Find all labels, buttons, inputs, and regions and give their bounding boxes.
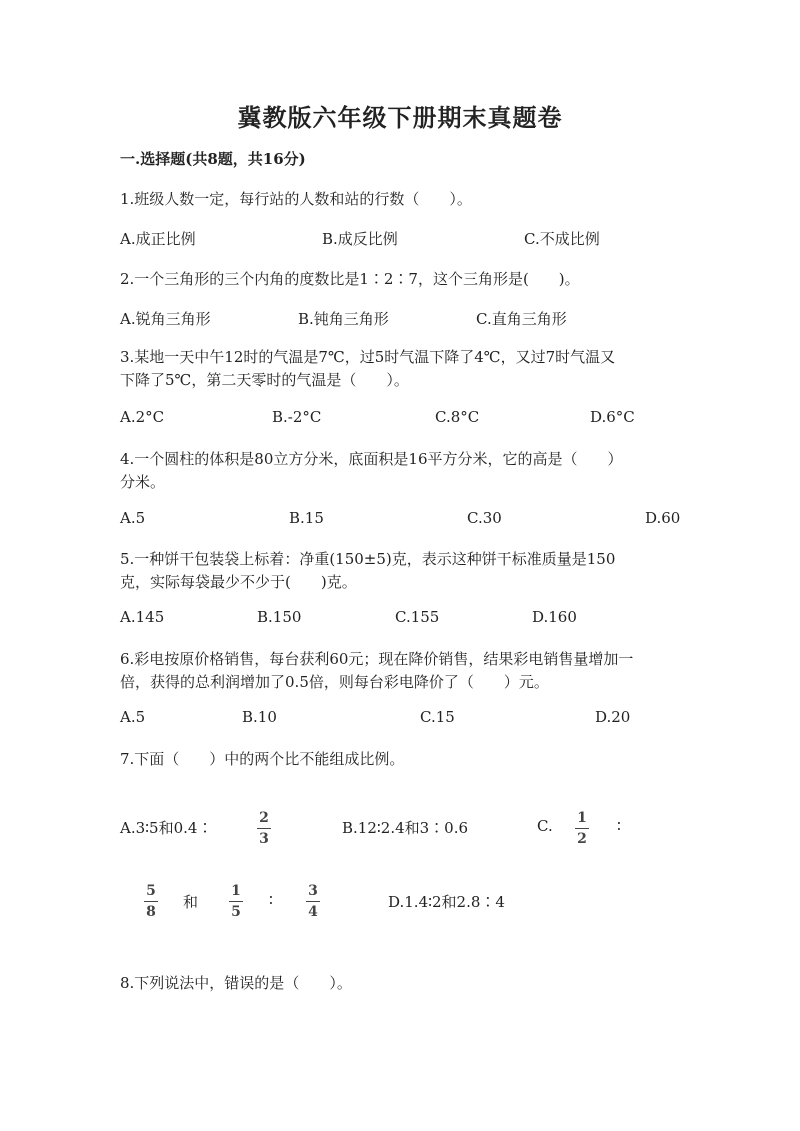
- option-a-text: A.3∶5和0.4∶: [120, 819, 213, 837]
- fraction-three-quarters: [304, 883, 322, 920]
- question-8-text: 8.下列说法中，错误的是（ ）。: [120, 974, 352, 992]
- numerator: 5: [146, 883, 156, 899]
- ratio-colon: ∶: [269, 891, 273, 909]
- question-6-text-line-1: 6.彩电按原价格销售，每台获利60元；现在降价销售，结果彩电销售量增加一: [120, 650, 634, 668]
- fraction-bar: [257, 828, 271, 829]
- option-d-text: D.1.4∶2和2.8∶4: [388, 893, 505, 911]
- denominator: 4: [308, 904, 318, 920]
- fraction-five-eighths: [142, 883, 160, 920]
- option-d: D.20: [595, 708, 631, 726]
- ratio-colon: ∶: [617, 817, 621, 835]
- question-4-text-line-2: 分米。: [120, 473, 166, 491]
- option-b: B.-2°C: [272, 408, 322, 426]
- option-b: B.10: [242, 708, 277, 726]
- option-c: C.直角三角形: [476, 310, 567, 328]
- option-d: D.6°C: [590, 408, 635, 426]
- question-5-text-line-1: 5.一种饼干包装袋上标着：净重(150±5)克，表示这种饼干标准质量是150: [120, 550, 616, 568]
- option-c-text: C.: [537, 817, 553, 835]
- denominator: 8: [146, 904, 156, 920]
- numerator: 1: [231, 883, 241, 899]
- numerator: 3: [308, 883, 318, 899]
- question-6-text-line-2: 倍，获得的总利润增加了0.5倍，则每台彩电降价了（ ）元。: [120, 673, 549, 691]
- option-d: D.60: [645, 509, 681, 527]
- question-4-text-line-1: 4.一个圆柱的体积是80立方分米，底面积是16平方分米，它的高是（ ）: [120, 450, 623, 468]
- fraction-one-fifth: [227, 883, 245, 920]
- option-a: A.5: [120, 708, 146, 726]
- option-c: C.30: [467, 509, 502, 527]
- denominator: 3: [259, 831, 269, 847]
- option-a: A.2°C: [120, 408, 165, 426]
- fraction-bar: [144, 901, 158, 902]
- option-c: C.15: [420, 708, 455, 726]
- option-c: C.155: [395, 608, 440, 626]
- question-3-text-line-1: 3.某地一天中午12时的气温是7℃，过5时气温下降了4℃，又过7时气温又: [120, 348, 616, 366]
- option-c: C.不成比例: [524, 230, 600, 248]
- question-3-text-line-2: 下降了5℃，第二天零时的气温是（ ）。: [120, 371, 409, 389]
- fraction-two-thirds: [255, 810, 273, 847]
- question-5-text-line-2: 克，实际每袋最少不少于( )克。: [120, 573, 357, 591]
- option-a: A.145: [120, 608, 165, 626]
- fraction-bar: [575, 828, 589, 829]
- question-7-text: 7.下面（ ）中的两个比不能组成比例。: [120, 750, 405, 768]
- section-heading: 一.选择题(共8题，共16分): [120, 150, 306, 168]
- option-b: B.15: [289, 509, 324, 527]
- option-c: C.8°C: [435, 408, 480, 426]
- page-title: 冀教版六年级下册期末真题卷: [237, 103, 563, 132]
- fraction-bar: [229, 901, 243, 902]
- fraction-one-half: [573, 810, 591, 847]
- option-b: B.钝角三角形: [298, 310, 389, 328]
- conjunction-he: 和: [183, 893, 199, 911]
- question-1-text: 1.班级人数一定，每行站的人数和站的行数（ ）。: [120, 190, 472, 208]
- option-d: D.160: [532, 608, 577, 626]
- option-a: A.锐角三角形: [120, 310, 211, 328]
- option-a: A.成正比例: [120, 230, 196, 248]
- numerator: 2: [259, 810, 269, 826]
- numerator: 1: [577, 810, 587, 826]
- denominator: 2: [577, 831, 587, 847]
- option-a: A.5: [120, 509, 146, 527]
- fraction-bar: [306, 901, 320, 902]
- option-b-text: B.12∶2.4和3∶0.6: [342, 819, 469, 837]
- denominator: 5: [231, 904, 241, 920]
- option-b: B.成反比例: [322, 230, 398, 248]
- option-b: B.150: [257, 608, 302, 626]
- question-2-text: 2.一个三角形的三个内角的度数比是1∶2∶7，这个三角形是( )。: [120, 270, 580, 288]
